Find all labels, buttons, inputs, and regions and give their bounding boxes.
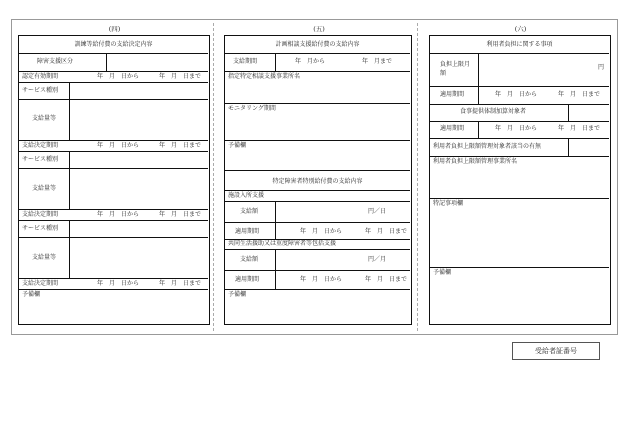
section4-number: (四): [108, 25, 121, 33]
section4-remarks-label: 予備欄: [22, 291, 41, 298]
payment-amount-label-1: 支給量等: [32, 115, 57, 122]
decision-period-label-1: 支給決定期間: [22, 142, 59, 149]
s5-remarks-label: 予備欄: [228, 142, 247, 149]
decision-date-to-1: 年 月 日まで: [159, 142, 202, 149]
decision-date-to-2: 年 月 日まで: [159, 211, 202, 218]
group-home-date-to: 年 月 日まで: [365, 276, 408, 283]
s6-date-from-1: 年 月 日から: [495, 91, 538, 98]
validity-date-from: 年 月 日から: [97, 73, 140, 80]
group-home-amount-label: 支給額: [240, 256, 259, 263]
section4-title: 訓練等給付費の支給決定内容: [74, 41, 153, 48]
s6-applicable-period-label-1: 適用期間: [440, 91, 465, 98]
fold-line-1: [213, 23, 214, 331]
meal-system-label: 食事提供体制加算対象者: [460, 108, 527, 115]
validity-date-to: 年 月 日まで: [159, 73, 202, 80]
service-type-label-3: サービス種別: [22, 225, 59, 232]
group-home-date-from: 年 月 日から: [300, 276, 343, 283]
facility-support-label: 施設入所支援: [228, 192, 265, 199]
management-applicable-label: 利用者負担上限額管理対象者該当の有無: [433, 143, 542, 150]
designated-office-label: 指定特定相談支援事業所名: [228, 73, 301, 80]
facility-date-from: 年 月 日から: [300, 228, 343, 235]
group-home-yen-per-month: 円／月: [368, 256, 387, 263]
management-office-label: 利用者負担上限額管理事業所名: [433, 158, 518, 165]
section6-title: 利用者負担に関する事項: [486, 41, 553, 48]
s6-date-to-2: 年 月 日まで: [558, 125, 601, 132]
decision-period-label-3: 支給決定期間: [22, 280, 59, 287]
fold-line-2: [417, 23, 418, 331]
decision-date-from-3: 年 月 日から: [97, 280, 140, 287]
s5-month-from: 年 月から: [295, 58, 326, 65]
certificate-sheet: [11, 19, 618, 335]
service-type-label-2: サービス種別: [22, 156, 59, 163]
s5-payment-period-label: 支給期間: [233, 58, 258, 65]
facility-applicable-period-label: 適用期間: [235, 228, 260, 235]
decision-date-from-2: 年 月 日から: [97, 211, 140, 218]
section5-title: 計画相談支援給付費の支給内容: [275, 41, 360, 48]
monitoring-period-label: モニタリング期間: [228, 105, 276, 112]
section5-panel: [224, 35, 412, 325]
group-home-label: 共同生活援助又は重度障害者等包括支援: [228, 240, 337, 247]
payment-amount-label-3: 支給量等: [32, 254, 57, 261]
support-category-label: 障害支援区分: [37, 58, 74, 65]
section6-panel: [429, 35, 611, 325]
recipient-number-box: 受給者証番号: [512, 342, 600, 360]
s6-date-from-2: 年 月 日から: [495, 125, 538, 132]
facility-amount-label: 支給額: [240, 208, 259, 215]
s5-month-to: 年 月まで: [362, 58, 393, 65]
s6-remarks-label: 予備欄: [433, 269, 452, 276]
burden-limit-label: 負担上限月額: [440, 61, 471, 77]
special-benefit-title: 特定障害者特別給付費の支給内容: [272, 178, 363, 185]
section5-number: (五): [313, 25, 325, 33]
s5-remarks2-label: 予備欄: [228, 291, 247, 298]
validity-period-label: 認定有効期間: [22, 73, 59, 80]
section6-number: (六): [514, 25, 527, 33]
facility-date-to: 年 月 日まで: [365, 228, 408, 235]
decision-period-label-2: 支給決定期間: [22, 211, 59, 218]
decision-date-to-3: 年 月 日まで: [159, 280, 202, 287]
facility-yen-per-day: 円／日: [368, 208, 387, 215]
special-notes-label: 特記事項欄: [433, 200, 464, 207]
payment-amount-label-2: 支給量等: [32, 185, 57, 192]
service-type-label-1: サービス種別: [22, 87, 59, 94]
decision-date-from-1: 年 月 日から: [97, 142, 140, 149]
section4-panel: [18, 35, 210, 325]
s6-applicable-period-label-2: 適用期間: [440, 125, 465, 132]
burden-limit-yen: 円: [598, 64, 605, 71]
group-home-applicable-period-label: 適用期間: [235, 276, 260, 283]
s6-date-to-1: 年 月 日まで: [558, 91, 601, 98]
